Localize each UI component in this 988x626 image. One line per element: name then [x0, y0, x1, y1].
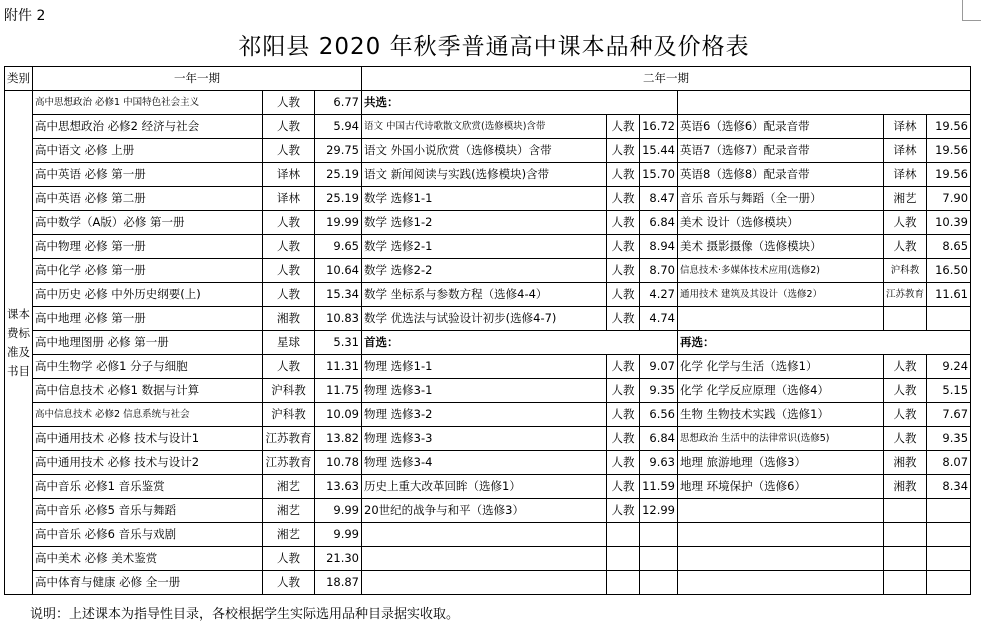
grade2-right-title: 美术 摄影摄像（选修模块） [678, 235, 884, 259]
grade2-left-price: 11.59 [640, 475, 678, 499]
grade2-left-publisher: 人教 [607, 283, 640, 307]
table-row [5, 235, 971, 259]
grade2-right-price [927, 499, 971, 523]
grade2-right-title [678, 547, 884, 571]
grade1-price: 13.82 [315, 427, 362, 451]
grade1-title: 高中美术 必修 美术鉴赏 [33, 547, 263, 571]
table-row [5, 115, 971, 139]
grade1-title: 高中信息技术 必修2 信息系统与社会 [33, 403, 263, 427]
grade2-right-price [927, 571, 971, 595]
grade1-publisher: 人教 [263, 91, 315, 115]
grade2-right-publisher: 人教 [884, 235, 927, 259]
table-row [5, 163, 971, 187]
grade2-right-publisher: 译林 [884, 115, 927, 139]
grade2-right-price: 19.56 [927, 139, 971, 163]
grade2-right-publisher: 译林 [884, 139, 927, 163]
grade1-publisher: 湘艺 [263, 523, 315, 547]
grade1-title: 高中数学（A版）必修 第一册 [33, 211, 263, 235]
grade2-right-publisher: 译林 [884, 163, 927, 187]
table-row [5, 139, 971, 163]
grade1-publisher: 沪科教 [263, 379, 315, 403]
grade1-price: 10.09 [315, 403, 362, 427]
header-row [5, 67, 971, 91]
grade2-right-title [678, 571, 884, 595]
table-row [5, 283, 971, 307]
grade2-right-publisher [884, 307, 927, 331]
grade1-price: 21.30 [315, 547, 362, 571]
grade2-left-title: 语文 中国古代诗歌散文欣赏(选修模块)含带 [362, 115, 607, 139]
grade1-title: 高中通用技术 必修 技术与设计2 [33, 451, 263, 475]
grade2-right-publisher: 湘教 [884, 475, 927, 499]
grade1-price: 25.19 [315, 187, 362, 211]
grade2-left-price: 16.72 [640, 115, 678, 139]
grade2-right-price [927, 523, 971, 547]
grade1-title: 高中通用技术 必修 技术与设计1 [33, 427, 263, 451]
table-row [5, 475, 971, 499]
grade2-left-price: 6.84 [640, 427, 678, 451]
grade2-right-publisher: 人教 [884, 403, 927, 427]
grade2-right-title: 地理 旅游地理（选修3） [678, 451, 884, 475]
grade1-price: 15.34 [315, 283, 362, 307]
grade2-left-price: 15.44 [640, 139, 678, 163]
grade2-right-title: 思想政治 生活中的法律常识(选修5) [678, 427, 884, 451]
grade2-left-price [640, 523, 678, 547]
grade2-right-title [678, 499, 884, 523]
table-row [5, 211, 971, 235]
grade1-price: 10.78 [315, 451, 362, 475]
grade2-left-title: 历史上重大改革回眸（选修1） [362, 475, 607, 499]
grade2-right-price: 7.67 [927, 403, 971, 427]
table-row [5, 187, 971, 211]
grade1-price: 6.77 [315, 91, 362, 115]
grade2-left-price: 6.84 [640, 211, 678, 235]
grade2-left-publisher: 人教 [607, 451, 640, 475]
grade2-right-publisher: 人教 [884, 211, 927, 235]
page-corner-mark [962, 0, 981, 21]
grade2-right-publisher [884, 547, 927, 571]
grade1-publisher: 星球 [263, 331, 315, 355]
grade1-publisher: 湘艺 [263, 475, 315, 499]
grade2-right-price [927, 547, 971, 571]
grade1-header: 一年一期 [33, 67, 362, 91]
grade1-publisher: 湘艺 [263, 499, 315, 523]
grade2-left-publisher: 人教 [607, 307, 640, 331]
grade2-left-title: 物理 选修3-2 [362, 403, 607, 427]
grade1-title: 高中思想政治 必修2 经济与社会 [33, 115, 263, 139]
grade1-price: 5.31 [315, 331, 362, 355]
grade2-left-price: 15.70 [640, 163, 678, 187]
grade1-price: 29.75 [315, 139, 362, 163]
grade2-right-title [678, 91, 971, 115]
grade1-price: 10.83 [315, 307, 362, 331]
grade1-publisher: 人教 [263, 283, 315, 307]
grade2-left-price [640, 547, 678, 571]
grade2-left-title: 数学 优选法与试验设计初步(选修4-7) [362, 307, 607, 331]
grade2-left-publisher: 人教 [607, 139, 640, 163]
grade1-title: 高中信息技术 必修1 数据与计算 [33, 379, 263, 403]
grade2-left-title: 物理 选修3-3 [362, 427, 607, 451]
grade1-title: 高中体育与健康 必修 全一册 [33, 571, 263, 595]
grade2-left-title [362, 523, 607, 547]
grade2-right-title [678, 523, 884, 547]
footnote: 说明：上述课本为指导性目录，各校根据学生实际选用品种目录据实收取。 [30, 607, 460, 622]
grade2-right-price: 8.65 [927, 235, 971, 259]
grade2-right-publisher: 人教 [884, 427, 927, 451]
grade1-price: 10.64 [315, 259, 362, 283]
grade2-left-price: 4.27 [640, 283, 678, 307]
grade2-left-publisher: 人教 [607, 355, 640, 379]
table-row [5, 331, 971, 355]
table-row [5, 91, 971, 115]
grade1-price: 25.19 [315, 163, 362, 187]
grade1-publisher: 湘教 [263, 307, 315, 331]
grade2-left-price: 4.74 [640, 307, 678, 331]
grade2-right-title [678, 307, 884, 331]
grade2-left-price: 9.63 [640, 451, 678, 475]
grade2-right-publisher: 人教 [884, 355, 927, 379]
table-body [5, 91, 971, 595]
table-row [5, 427, 971, 451]
table-row [5, 451, 971, 475]
grade2-left-price: 6.56 [640, 403, 678, 427]
table-row [5, 523, 971, 547]
grade2-left-publisher: 人教 [607, 403, 640, 427]
grade2-left-publisher: 人教 [607, 259, 640, 283]
grade2-left-publisher: 人教 [607, 115, 640, 139]
grade1-publisher: 江苏教育 [263, 427, 315, 451]
grade2-right-price: 5.15 [927, 379, 971, 403]
grade2-right-publisher [884, 523, 927, 547]
grade2-right-price: 7.90 [927, 187, 971, 211]
grade2-right-price: 8.07 [927, 451, 971, 475]
grade2-right-title: 生物 生物技术实践（选修1） [678, 403, 884, 427]
grade2-right-title: 化学 化学与生活（选修1） [678, 355, 884, 379]
grade2-left-publisher: 人教 [607, 211, 640, 235]
table-row [5, 547, 971, 571]
grade1-publisher: 译林 [263, 163, 315, 187]
grade2-right-title: 英语7（选修7）配录音带 [678, 139, 884, 163]
grade2-right-title: 地理 环境保护（选修6） [678, 475, 884, 499]
grade1-price: 11.75 [315, 379, 362, 403]
grade1-title: 高中地理图册 必修 第一册 [33, 331, 263, 355]
grade2-left-publisher [607, 547, 640, 571]
grade2-left-publisher: 人教 [607, 475, 640, 499]
grade2-header: 二年一期 [362, 67, 971, 91]
grade2-right-publisher: 人教 [884, 379, 927, 403]
table-row [5, 307, 971, 331]
grade2-left-price: 8.94 [640, 235, 678, 259]
grade2-left-title: 物理 选修3-4 [362, 451, 607, 475]
grade2-left-publisher: 人教 [607, 379, 640, 403]
grade2-left-price: 9.35 [640, 379, 678, 403]
grade1-publisher: 人教 [263, 259, 315, 283]
grade2-left-title: 数学 坐标系与参数方程（选修4-4） [362, 283, 607, 307]
grade2-right-title: 化学 化学反应原理（选修4） [678, 379, 884, 403]
table-row [5, 259, 971, 283]
grade1-price: 9.99 [315, 499, 362, 523]
grade2-left-title [362, 571, 607, 595]
grade1-title: 高中语文 必修 上册 [33, 139, 263, 163]
grade2-left-publisher [607, 523, 640, 547]
grade2-right-price: 19.56 [927, 115, 971, 139]
grade2-right-publisher: 沪科教 [884, 259, 927, 283]
grade2-right-title: 音乐 音乐与舞蹈（全一册） [678, 187, 884, 211]
grade1-title: 高中生物学 必修1 分子与细胞 [33, 355, 263, 379]
grade2-left-title [362, 547, 607, 571]
grade2-right-price: 11.61 [927, 283, 971, 307]
grade2-right-title: 英语6（选修6）配录音带 [678, 115, 884, 139]
grade1-price: 9.65 [315, 235, 362, 259]
grade2-left-title: 数学 选修1-1 [362, 187, 607, 211]
grade2-left-price: 8.47 [640, 187, 678, 211]
grade2-left-price: 12.99 [640, 499, 678, 523]
table-row [5, 355, 971, 379]
grade1-title: 高中历史 必修 中外历史纲要(上) [33, 283, 263, 307]
grade2-left-publisher: 人教 [607, 499, 640, 523]
grade2-right-title: 通用技术 建筑及其设计（选修2） [678, 283, 884, 307]
attachment-label: 附件 2 [4, 8, 46, 24]
grade2-right-price: 9.35 [927, 427, 971, 451]
grade2-right-price: 10.39 [927, 211, 971, 235]
grade2-left-price: 9.07 [640, 355, 678, 379]
grade1-publisher: 人教 [263, 211, 315, 235]
grade2-section-heading: 共选： [362, 91, 678, 115]
grade1-publisher: 人教 [263, 139, 315, 163]
grade2-right-publisher: 湘教 [884, 451, 927, 475]
grade2-right-title: 美术 设计（选修模块） [678, 211, 884, 235]
grade1-title: 高中物理 必修 第一册 [33, 235, 263, 259]
table-row [5, 499, 971, 523]
table-row [5, 403, 971, 427]
grade2-left-title: 20世纪的战争与和平（选修3） [362, 499, 607, 523]
grade2-right-publisher [884, 499, 927, 523]
grade2-right-price: 16.50 [927, 259, 971, 283]
grade1-title: 高中音乐 必修6 音乐与戏剧 [33, 523, 263, 547]
grade2-left-price [640, 571, 678, 595]
grade2-right-price: 19.56 [927, 163, 971, 187]
grade1-price: 5.94 [315, 115, 362, 139]
grade2-right-title: 信息技术·多媒体技术应用(选修2) [678, 259, 884, 283]
category-header: 类别 [5, 67, 33, 91]
grade1-publisher: 人教 [263, 235, 315, 259]
grade1-publisher: 译林 [263, 187, 315, 211]
grade1-title: 高中地理 必修 第一册 [33, 307, 263, 331]
grade1-publisher: 人教 [263, 115, 315, 139]
grade2-right-publisher: 湘艺 [884, 187, 927, 211]
grade1-title: 高中音乐 必修5 音乐与舞蹈 [33, 499, 263, 523]
grade1-title: 高中英语 必修 第二册 [33, 187, 263, 211]
grade1-price: 11.31 [315, 355, 362, 379]
grade1-title: 高中思想政治 必修1 中国特色社会主义 [33, 91, 263, 115]
grade2-left-title: 物理 选修1-1 [362, 355, 607, 379]
grade2-right-publisher [884, 571, 927, 595]
grade1-price: 9.99 [315, 523, 362, 547]
price-table [4, 66, 971, 595]
grade2-left-publisher: 人教 [607, 427, 640, 451]
grade2-right-price: 9.24 [927, 355, 971, 379]
grade1-publisher: 江苏教育 [263, 451, 315, 475]
table-row [5, 571, 971, 595]
grade1-price: 19.99 [315, 211, 362, 235]
grade2-section-heading: 再选： [678, 331, 971, 355]
side-label: 课本费标准及书目 [5, 91, 33, 595]
grade1-title: 高中音乐 必修1 音乐鉴赏 [33, 475, 263, 499]
grade2-left-publisher: 人教 [607, 187, 640, 211]
grade2-left-title: 物理 选修3-1 [362, 379, 607, 403]
grade1-publisher: 人教 [263, 547, 315, 571]
grade2-left-title: 数学 选修2-2 [362, 259, 607, 283]
grade2-left-publisher: 人教 [607, 163, 640, 187]
grade1-publisher: 人教 [263, 355, 315, 379]
grade2-left-title: 数学 选修1-2 [362, 211, 607, 235]
grade2-right-title: 英语8（选修8）配录音带 [678, 163, 884, 187]
grade1-price: 18.87 [315, 571, 362, 595]
page-title: 祁阳县 2020 年秋季普通高中课本品种及价格表 [238, 34, 750, 60]
grade2-right-price [927, 307, 971, 331]
grade1-title: 高中化学 必修 第一册 [33, 259, 263, 283]
grade2-left-price: 8.70 [640, 259, 678, 283]
grade2-right-publisher: 江苏教育 [884, 283, 927, 307]
grade2-left-title: 数学 选修2-1 [362, 235, 607, 259]
grade1-price: 13.63 [315, 475, 362, 499]
grade1-publisher: 沪科教 [263, 403, 315, 427]
grade2-left-publisher [607, 571, 640, 595]
grade2-left-title: 语文 外国小说欣赏（选修模块）含带 [362, 139, 607, 163]
table-row [5, 379, 971, 403]
grade2-left-title: 语文 新闻阅读与实践(选修模块)含带 [362, 163, 607, 187]
grade1-title: 高中英语 必修 第一册 [33, 163, 263, 187]
grade2-section-heading: 首选： [362, 331, 678, 355]
grade1-publisher: 人教 [263, 571, 315, 595]
grade2-left-publisher: 人教 [607, 235, 640, 259]
grade2-right-price: 8.34 [927, 475, 971, 499]
